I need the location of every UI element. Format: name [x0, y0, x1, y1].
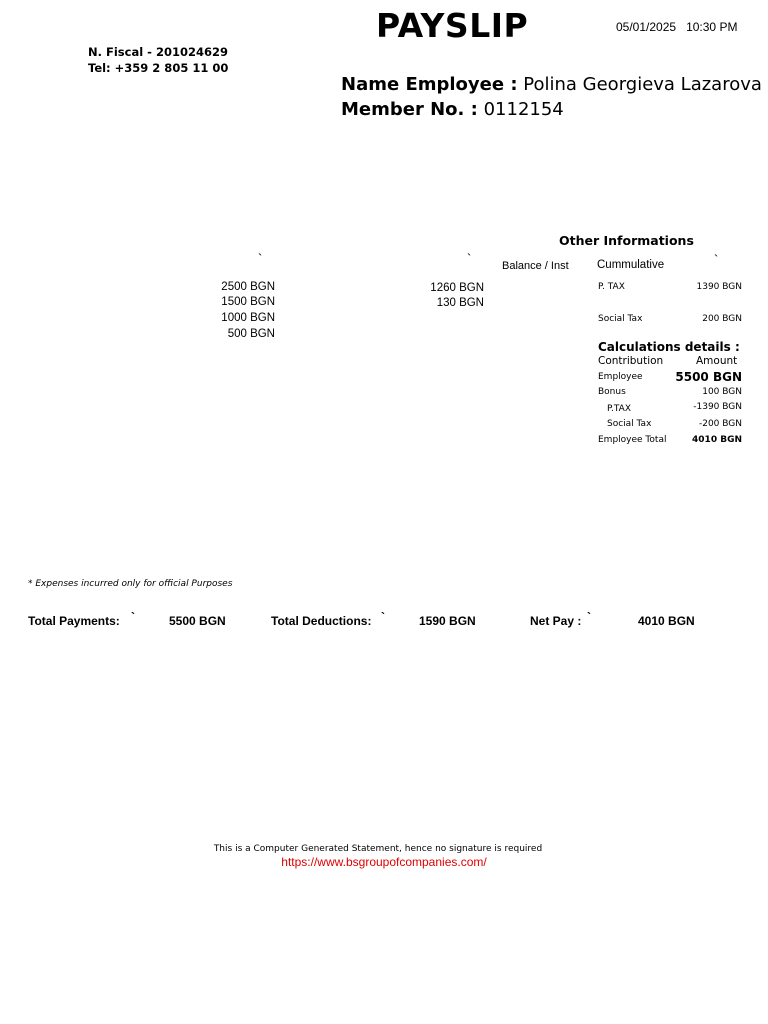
calc-employee-total-value: 4010 BGN: [692, 435, 742, 445]
cumulative-tick: `: [714, 252, 719, 267]
calc-bonus-value: 100 BGN: [702, 387, 742, 397]
member-number-row: [341, 99, 564, 120]
earnings-item: 500 BGN: [227, 328, 275, 340]
contribution-header: Contribution: [598, 355, 664, 367]
page-title: PAYSLIP: [376, 6, 529, 45]
net-pay-value: 4010 BGN: [638, 614, 695, 628]
calculations-title: Calculations details :: [598, 340, 740, 354]
calc-ptax-value: -1390 BGN: [693, 402, 742, 412]
date-time: [616, 20, 737, 34]
earnings-item: 1500 BGN: [221, 296, 275, 308]
earnings-item: 1000 BGN: [221, 312, 275, 324]
cumulative-ptax-value: 1390 BGN: [696, 282, 742, 292]
total-deductions-label: Total Deductions:: [271, 614, 372, 628]
employee-name-label: Name Employee :: [341, 74, 518, 95]
calc-ptax-label: P.TAX: [607, 404, 632, 414]
deductions-item: 1260 BGN: [430, 282, 484, 294]
total-deductions-tick: `: [381, 610, 385, 624]
calc-bonus-label: Bonus: [598, 387, 626, 397]
calc-employee-value: 5500 BGN: [675, 370, 742, 384]
earnings-item: 2500 BGN: [221, 281, 275, 293]
time: 10:30 PM: [686, 20, 738, 34]
total-payments-value: 5500 BGN: [169, 614, 226, 628]
computer-generated-statement: This is a Computer Generated Statement, hence no signature is required: [213, 844, 543, 854]
balance-header: Balance / Inst: [502, 260, 569, 272]
date: 05/01/2025: [616, 20, 677, 34]
other-informations-title: Other Informations: [559, 233, 694, 248]
employee-name-row: [341, 74, 762, 95]
calc-employee-label: Employee: [598, 372, 643, 382]
fiscal-number: N. Fiscal - 201024629: [88, 45, 228, 59]
telephone: Tel: +359 2 805 11 00: [88, 61, 229, 75]
net-pay-tick: `: [587, 610, 591, 624]
cumulative-social-tax-value: 200 BGN: [702, 314, 742, 324]
total-payments-label: Total Payments:: [28, 614, 120, 628]
expenses-note: * Expenses incurred only for official Purposes: [28, 579, 233, 589]
total-payments-tick: `: [131, 610, 135, 624]
calc-social-tax-value: -200 BGN: [698, 419, 742, 429]
net-pay-label: Net Pay :: [530, 614, 582, 628]
member-number-label: Member No. :: [341, 99, 478, 120]
deductions-header: `: [467, 251, 472, 266]
amount-header: Amount: [696, 355, 738, 367]
earnings-header: `: [258, 251, 263, 266]
company-website-link[interactable]: https://www.bsgroupofcompanies.com/: [281, 855, 487, 869]
employee-name-value: Polina Georgieva Lazarova: [523, 74, 762, 95]
calc-employee-total-label: Employee Total: [598, 435, 667, 445]
total-deductions-value: 1590 BGN: [419, 614, 476, 628]
calc-social-tax-label: Social Tax: [607, 419, 652, 429]
member-number-value: 0112154: [483, 99, 564, 120]
cumulative-social-tax-label: Social Tax: [598, 314, 643, 324]
deductions-item: 130 BGN: [436, 297, 484, 309]
cumulative-header: Cummulative: [597, 259, 665, 271]
cumulative-ptax-label: P. TAX: [598, 282, 625, 292]
